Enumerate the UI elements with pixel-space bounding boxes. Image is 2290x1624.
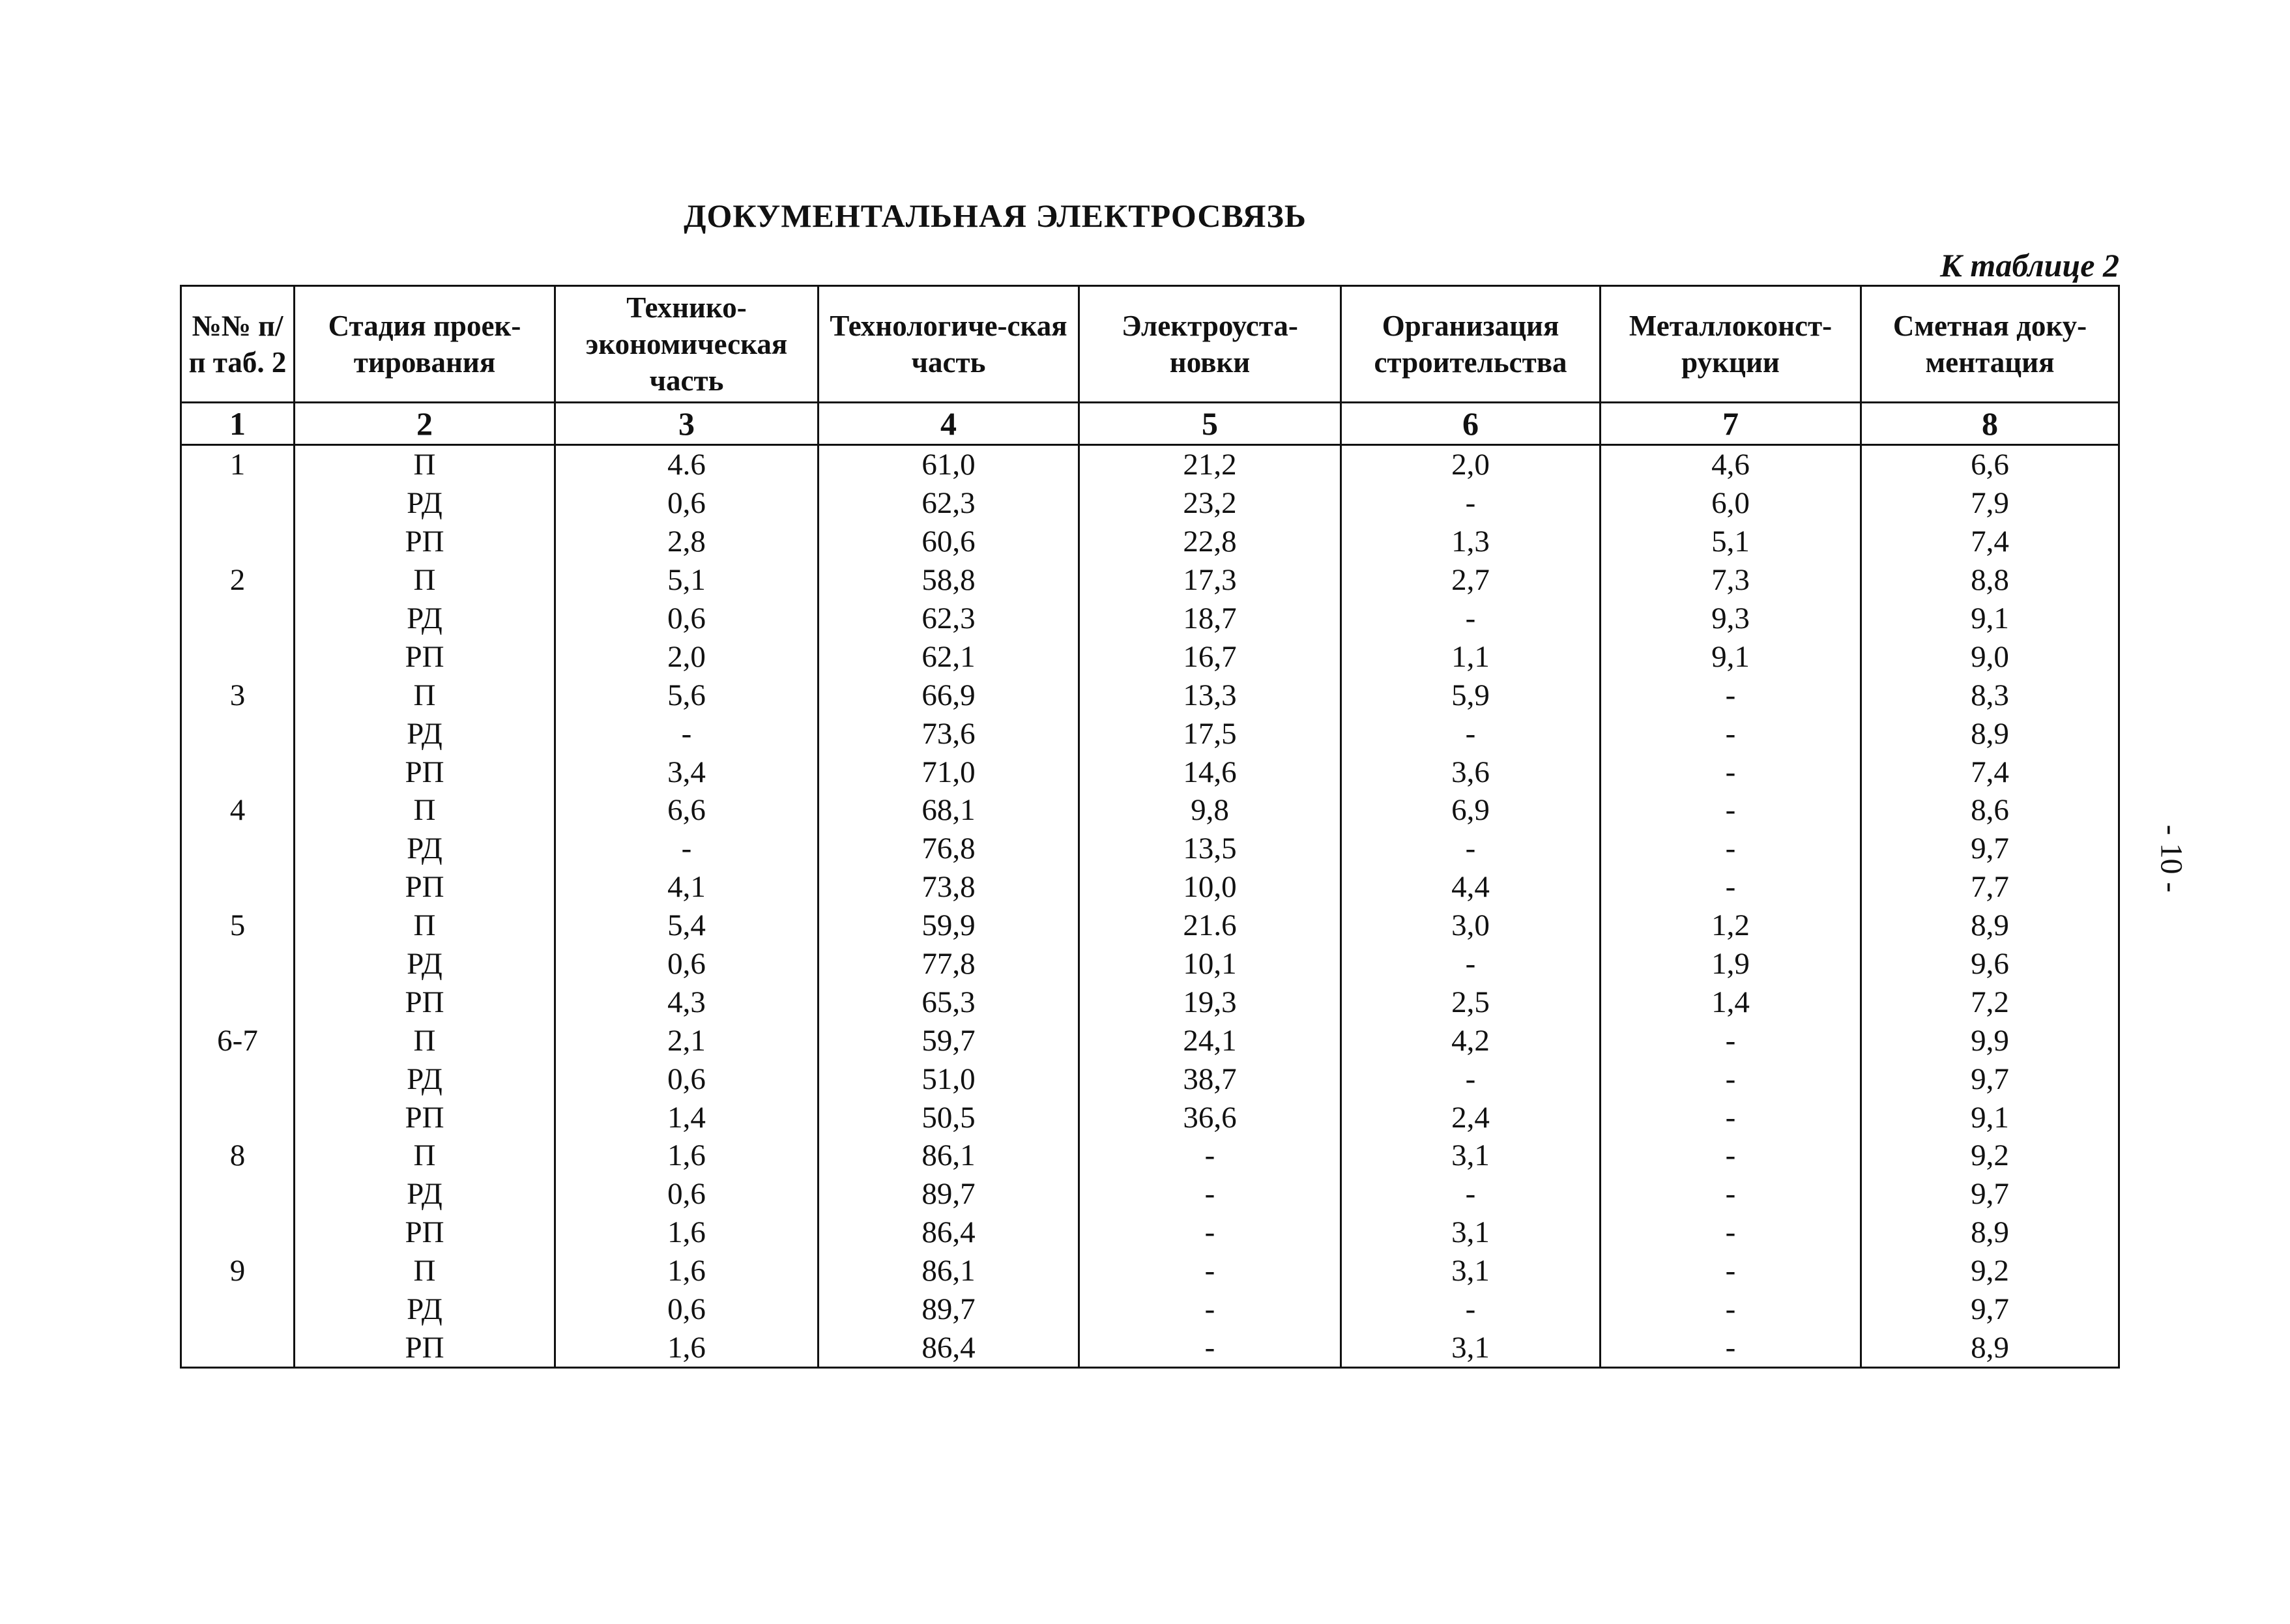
table-row xyxy=(181,906,2119,945)
cell-estimates: 9,1 xyxy=(1861,1098,2119,1137)
cell-index: 2 xyxy=(181,561,295,600)
cell-stage: П xyxy=(295,906,555,945)
table-row xyxy=(181,445,2119,484)
cell-electrical: - xyxy=(1079,1290,1341,1329)
cell-stage: РД xyxy=(295,945,555,983)
table-row xyxy=(181,561,2119,600)
cell-index: 8 xyxy=(181,1137,295,1175)
cell-electrical: 24,1 xyxy=(1079,1021,1341,1060)
cell-feasibility: - xyxy=(555,830,819,868)
cell-metalwork: - xyxy=(1601,868,1861,906)
cell-metalwork: - xyxy=(1601,753,1861,791)
cell-technology: 73,6 xyxy=(819,714,1079,753)
table-body xyxy=(181,445,2119,1368)
cell-index: 9 xyxy=(181,1252,295,1290)
cell-index xyxy=(181,868,295,906)
cell-estimates: 9,9 xyxy=(1861,1021,2119,1060)
cell-construction: 3,0 xyxy=(1341,906,1601,945)
cell-estimates: 9,0 xyxy=(1861,637,2119,676)
cell-feasibility: 0,6 xyxy=(555,1175,819,1213)
cell-electrical: 21,2 xyxy=(1079,445,1341,484)
cell-electrical: 22,8 xyxy=(1079,523,1341,561)
cell-metalwork: 1,2 xyxy=(1601,906,1861,945)
header-cell-index: №№ п/п таб. 2 xyxy=(181,286,295,403)
table-row xyxy=(181,637,2119,676)
cell-estimates: 7,7 xyxy=(1861,868,2119,906)
cell-stage: РП xyxy=(295,983,555,1021)
cell-technology: 89,7 xyxy=(819,1175,1079,1213)
cell-construction: - xyxy=(1341,1060,1601,1098)
cell-electrical: 10,0 xyxy=(1079,868,1341,906)
cell-electrical: 38,7 xyxy=(1079,1060,1341,1098)
cell-estimates: 8,9 xyxy=(1861,1328,2119,1367)
cell-electrical: 9,8 xyxy=(1079,791,1341,830)
cell-metalwork: - xyxy=(1601,714,1861,753)
cell-technology: 58,8 xyxy=(819,561,1079,600)
cell-electrical: 18,7 xyxy=(1079,600,1341,638)
cell-estimates: 9,1 xyxy=(1861,600,2119,638)
table-row xyxy=(181,523,2119,561)
cell-metalwork: - xyxy=(1601,1098,1861,1137)
column-number: 4 xyxy=(819,403,1079,445)
cell-estimates: 9,6 xyxy=(1861,945,2119,983)
cell-stage: РП xyxy=(295,1213,555,1252)
cell-technology: 59,7 xyxy=(819,1021,1079,1060)
table-row xyxy=(181,945,2119,983)
cell-metalwork: - xyxy=(1601,1290,1861,1329)
cell-index xyxy=(181,945,295,983)
cell-metalwork: 7,3 xyxy=(1601,561,1861,600)
cell-technology: 68,1 xyxy=(819,791,1079,830)
cell-estimates: 6,6 xyxy=(1861,445,2119,484)
cell-construction: 4,4 xyxy=(1341,868,1601,906)
cell-feasibility: 0,6 xyxy=(555,945,819,983)
cell-estimates: 8,9 xyxy=(1861,714,2119,753)
cell-construction: 3,1 xyxy=(1341,1252,1601,1290)
cell-stage: РП xyxy=(295,523,555,561)
header-cell-technology: Технологиче-ская часть xyxy=(819,286,1079,403)
table-row xyxy=(181,1290,2119,1329)
cell-feasibility: 2,1 xyxy=(555,1021,819,1060)
cell-index xyxy=(181,1098,295,1137)
cell-index xyxy=(181,1328,295,1367)
cell-technology: 89,7 xyxy=(819,1290,1079,1329)
cell-construction: 4,2 xyxy=(1341,1021,1601,1060)
cell-construction: 3,1 xyxy=(1341,1137,1601,1175)
cell-technology: 50,5 xyxy=(819,1098,1079,1137)
table-row xyxy=(181,1213,2119,1252)
cell-construction: 2,0 xyxy=(1341,445,1601,484)
cell-electrical: 13,3 xyxy=(1079,676,1341,714)
header-cell-estimates: Сметная доку-ментация xyxy=(1861,286,2119,403)
cell-electrical: 14,6 xyxy=(1079,753,1341,791)
cell-electrical: 13,5 xyxy=(1079,830,1341,868)
cell-index xyxy=(181,1290,295,1329)
cell-technology: 86,4 xyxy=(819,1328,1079,1367)
cell-index: 4 xyxy=(181,791,295,830)
table-row xyxy=(181,868,2119,906)
cell-technology: 51,0 xyxy=(819,1060,1079,1098)
cell-estimates: 7,9 xyxy=(1861,484,2119,523)
cell-feasibility: 0,6 xyxy=(555,484,819,523)
cell-technology: 59,9 xyxy=(819,906,1079,945)
table-row xyxy=(181,676,2119,714)
cell-construction: - xyxy=(1341,714,1601,753)
cell-construction: - xyxy=(1341,600,1601,638)
column-number: 3 xyxy=(555,403,819,445)
cell-stage: РП xyxy=(295,637,555,676)
cell-technology: 86,1 xyxy=(819,1137,1079,1175)
cell-construction: - xyxy=(1341,484,1601,523)
column-number: 7 xyxy=(1601,403,1861,445)
cell-construction: - xyxy=(1341,830,1601,868)
cell-feasibility: 1,4 xyxy=(555,1098,819,1137)
header-cell-metalwork: Металлоконст-рукции xyxy=(1601,286,1861,403)
cell-stage: П xyxy=(295,1252,555,1290)
cell-estimates: 8,6 xyxy=(1861,791,2119,830)
cell-feasibility: 2,0 xyxy=(555,637,819,676)
cell-metalwork: 1,4 xyxy=(1601,983,1861,1021)
cell-metalwork: - xyxy=(1601,1252,1861,1290)
cell-feasibility: 4.6 xyxy=(555,445,819,484)
cell-technology: 62,3 xyxy=(819,484,1079,523)
cell-feasibility: 2,8 xyxy=(555,523,819,561)
cell-electrical: 23,2 xyxy=(1079,484,1341,523)
cell-feasibility: 1,6 xyxy=(555,1252,819,1290)
cell-stage: РП xyxy=(295,753,555,791)
cell-index xyxy=(181,1175,295,1213)
cell-electrical: - xyxy=(1079,1175,1341,1213)
cell-metalwork: 5,1 xyxy=(1601,523,1861,561)
cell-metalwork: 1,9 xyxy=(1601,945,1861,983)
cell-stage: П xyxy=(295,791,555,830)
cell-construction: 3,1 xyxy=(1341,1328,1601,1367)
cell-electrical: - xyxy=(1079,1213,1341,1252)
cell-construction: 2,7 xyxy=(1341,561,1601,600)
cell-electrical: - xyxy=(1079,1252,1341,1290)
cell-electrical: 21.6 xyxy=(1079,906,1341,945)
cell-electrical: 19,3 xyxy=(1079,983,1341,1021)
cell-estimates: 8,3 xyxy=(1861,676,2119,714)
cell-feasibility: 3,4 xyxy=(555,753,819,791)
cell-construction: 2,5 xyxy=(1341,983,1601,1021)
table-row xyxy=(181,983,2119,1021)
cell-index xyxy=(181,637,295,676)
cell-feasibility: 1,6 xyxy=(555,1328,819,1367)
cell-estimates: 7,4 xyxy=(1861,753,2119,791)
cell-stage: РД xyxy=(295,600,555,638)
cell-construction: 1,3 xyxy=(1341,523,1601,561)
table-row xyxy=(181,1252,2119,1290)
cell-electrical: 10,1 xyxy=(1079,945,1341,983)
cell-index xyxy=(181,714,295,753)
cell-estimates: 9,7 xyxy=(1861,1060,2119,1098)
cell-construction: 6,9 xyxy=(1341,791,1601,830)
cell-stage: РП xyxy=(295,868,555,906)
cell-estimates: 8,9 xyxy=(1861,906,2119,945)
cell-technology: 61,0 xyxy=(819,445,1079,484)
table-row xyxy=(181,791,2119,830)
table-row xyxy=(181,600,2119,638)
cell-technology: 86,4 xyxy=(819,1213,1079,1252)
cell-estimates: 9,2 xyxy=(1861,1252,2119,1290)
cell-index xyxy=(181,983,295,1021)
cell-estimates: 8,8 xyxy=(1861,561,2119,600)
cell-index: 6-7 xyxy=(181,1021,295,1060)
table-row xyxy=(181,1060,2119,1098)
table-row xyxy=(181,830,2119,868)
cell-feasibility: 4,1 xyxy=(555,868,819,906)
cell-technology: 65,3 xyxy=(819,983,1079,1021)
cell-technology: 62,1 xyxy=(819,637,1079,676)
cell-stage: РД xyxy=(295,830,555,868)
header-cell-construction: Организация строительства xyxy=(1341,286,1601,403)
data-table xyxy=(180,285,2120,1369)
cell-index: 3 xyxy=(181,676,295,714)
cell-stage: РД xyxy=(295,1060,555,1098)
cell-stage: П xyxy=(295,1137,555,1175)
cell-index xyxy=(181,753,295,791)
cell-metalwork: - xyxy=(1601,1137,1861,1175)
cell-metalwork: - xyxy=(1601,676,1861,714)
cell-estimates: 9,7 xyxy=(1861,830,2119,868)
table-header-row xyxy=(181,286,2119,403)
cell-electrical: 17,3 xyxy=(1079,561,1341,600)
cell-metalwork: - xyxy=(1601,1213,1861,1252)
cell-estimates: 7,2 xyxy=(1861,983,2119,1021)
table-row xyxy=(181,1328,2119,1367)
column-number: 6 xyxy=(1341,403,1601,445)
cell-index xyxy=(181,484,295,523)
column-number: 8 xyxy=(1861,403,2119,445)
cell-estimates: 9,7 xyxy=(1861,1290,2119,1329)
cell-stage: П xyxy=(295,445,555,484)
cell-feasibility: 1,6 xyxy=(555,1213,819,1252)
cell-index xyxy=(181,1060,295,1098)
cell-stage: РД xyxy=(295,484,555,523)
cell-technology: 71,0 xyxy=(819,753,1079,791)
cell-metalwork: 4,6 xyxy=(1601,445,1861,484)
cell-construction: - xyxy=(1341,945,1601,983)
page-number: - 10 - xyxy=(2154,824,2189,893)
cell-feasibility: 5,4 xyxy=(555,906,819,945)
cell-metalwork: - xyxy=(1601,791,1861,830)
header-cell-stage: Стадия проек-тирования xyxy=(295,286,555,403)
cell-stage: РП xyxy=(295,1098,555,1137)
cell-estimates: 9,2 xyxy=(1861,1137,2119,1175)
cell-construction: 3,6 xyxy=(1341,753,1601,791)
header-cell-feasibility: Технико-экономическая часть xyxy=(555,286,819,403)
column-number: 2 xyxy=(295,403,555,445)
column-number-row xyxy=(181,403,2119,445)
document-title: ДОКУМЕНТАЛЬНАЯ ЭЛЕКТРОСВЯЗЬ xyxy=(684,197,1307,234)
cell-electrical: 17,5 xyxy=(1079,714,1341,753)
cell-construction: 5,9 xyxy=(1341,676,1601,714)
cell-technology: 76,8 xyxy=(819,830,1079,868)
cell-technology: 86,1 xyxy=(819,1252,1079,1290)
cell-construction: - xyxy=(1341,1175,1601,1213)
cell-index xyxy=(181,1213,295,1252)
cell-metalwork: - xyxy=(1601,1021,1861,1060)
cell-technology: 77,8 xyxy=(819,945,1079,983)
cell-metalwork: - xyxy=(1601,1060,1861,1098)
cell-stage: РД xyxy=(295,1175,555,1213)
table-row xyxy=(181,1175,2119,1213)
cell-estimates: 9,7 xyxy=(1861,1175,2119,1213)
cell-metalwork: 6,0 xyxy=(1601,484,1861,523)
cell-feasibility: - xyxy=(555,714,819,753)
cell-construction: - xyxy=(1341,1290,1601,1329)
cell-construction: 1,1 xyxy=(1341,637,1601,676)
cell-feasibility: 6,6 xyxy=(555,791,819,830)
cell-technology: 60,6 xyxy=(819,523,1079,561)
cell-metalwork: - xyxy=(1601,830,1861,868)
cell-metalwork: 9,3 xyxy=(1601,600,1861,638)
cell-index: 5 xyxy=(181,906,295,945)
column-number: 5 xyxy=(1079,403,1341,445)
cell-feasibility: 0,6 xyxy=(555,600,819,638)
cell-metalwork: 9,1 xyxy=(1601,637,1861,676)
cell-estimates: 7,4 xyxy=(1861,523,2119,561)
cell-stage: П xyxy=(295,561,555,600)
cell-stage: П xyxy=(295,1021,555,1060)
cell-feasibility: 5,6 xyxy=(555,676,819,714)
cell-metalwork: - xyxy=(1601,1328,1861,1367)
table-row xyxy=(181,1137,2119,1175)
cell-feasibility: 1,6 xyxy=(555,1137,819,1175)
cell-electrical: 16,7 xyxy=(1079,637,1341,676)
cell-index xyxy=(181,600,295,638)
cell-feasibility: 0,6 xyxy=(555,1290,819,1329)
table-reference: К таблице 2 xyxy=(1940,247,2119,283)
cell-electrical: - xyxy=(1079,1328,1341,1367)
cell-feasibility: 0,6 xyxy=(555,1060,819,1098)
table-row xyxy=(181,1021,2119,1060)
cell-technology: 73,8 xyxy=(819,868,1079,906)
cell-index xyxy=(181,523,295,561)
cell-feasibility: 5,1 xyxy=(555,561,819,600)
cell-electrical: - xyxy=(1079,1137,1341,1175)
table-row xyxy=(181,753,2119,791)
column-number: 1 xyxy=(181,403,295,445)
cell-feasibility: 4,3 xyxy=(555,983,819,1021)
cell-stage: РД xyxy=(295,714,555,753)
cell-construction: 3,1 xyxy=(1341,1213,1601,1252)
cell-stage: П xyxy=(295,676,555,714)
cell-technology: 62,3 xyxy=(819,600,1079,638)
table-row xyxy=(181,1098,2119,1137)
cell-construction: 2,4 xyxy=(1341,1098,1601,1137)
cell-technology: 66,9 xyxy=(819,676,1079,714)
header-cell-electrical: Электроуста-новки xyxy=(1079,286,1341,403)
cell-stage: РД xyxy=(295,1290,555,1329)
cell-index: 1 xyxy=(181,445,295,484)
cell-estimates: 8,9 xyxy=(1861,1213,2119,1252)
cell-stage: РП xyxy=(295,1328,555,1367)
cell-metalwork: - xyxy=(1601,1175,1861,1213)
cell-electrical: 36,6 xyxy=(1079,1098,1341,1137)
table-row xyxy=(181,484,2119,523)
cell-index xyxy=(181,830,295,868)
table-row xyxy=(181,714,2119,753)
